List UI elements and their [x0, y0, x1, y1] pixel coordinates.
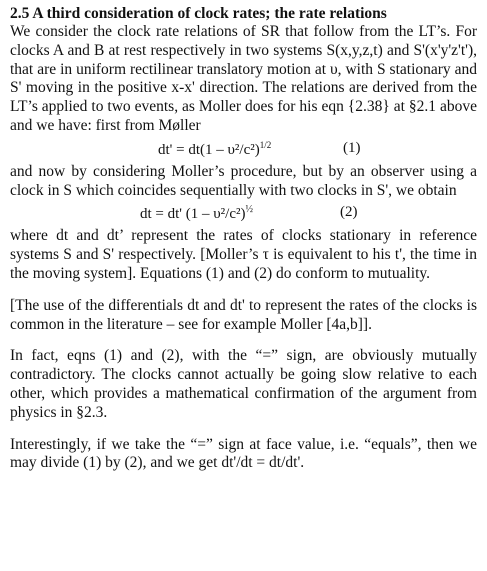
equation-1: [10, 136, 477, 163]
equation-2-expression: dt = dt' (1 – υ²/c²)$^{\frac{1}{2}}$: [140, 204, 253, 223]
paragraph-procedure: and now by considering Moller’s procedure, but by an observer using a clock in S which coincides sequentially with two clocks in S', we obtain: [10, 162, 477, 199]
paragraph-contradiction: In fact, eqns (1) and (2), with the “=” sign, are obviously mutually contradictory. The clocks cannot actually be going slow relative to each other, which provides a mathematical confirmation of the argument from physics in §2.3.: [10, 347, 477, 421]
equation-2-number: (2): [340, 204, 358, 221]
equation-1-expression: dt' = dt(1 – υ²/c²)$^{1/2}$: [158, 139, 272, 158]
paragraph-intro: We consider the clock rate relations of SR that follow from the LT’s. For clocks A and B at rest respectively in two systems S(x,y,z,t) and S'(x'y'z't'), that are in uniform rectilinear translatory motion at υ, with S stationary and S' moving in the positive x-x' direction. The relations are derived from the LT’s applied to two events, as Moller does for his eqn {2.38} at §2.1 above and we have: first from Møller: [10, 23, 477, 134]
equation-2: [10, 200, 477, 227]
equation-1-number: (1): [343, 139, 361, 156]
paragraph-differentials: [The use of the differentials dt and dt' to represent the rates of the clocks is common in the literature – see for example Moller [4a,b]].: [10, 296, 477, 333]
section-heading: 2.5 A third consideration of clock rates; the rate relations: [10, 5, 387, 22]
paragraph-division: Interestingly, if we take the “=” sign at face value, i.e. “equals”, then we may divide (1) by (2), and we get dt'/dt = dt/dt'.: [10, 435, 477, 472]
paragraph-rates: where dt and dt’ represent the rates of clocks stationary in reference systems S and S' respectively. [Moller’s τ is equivalent to his t', the time in the moving system]. Equations (1) and (2) do conform to mutuality.: [10, 227, 477, 282]
